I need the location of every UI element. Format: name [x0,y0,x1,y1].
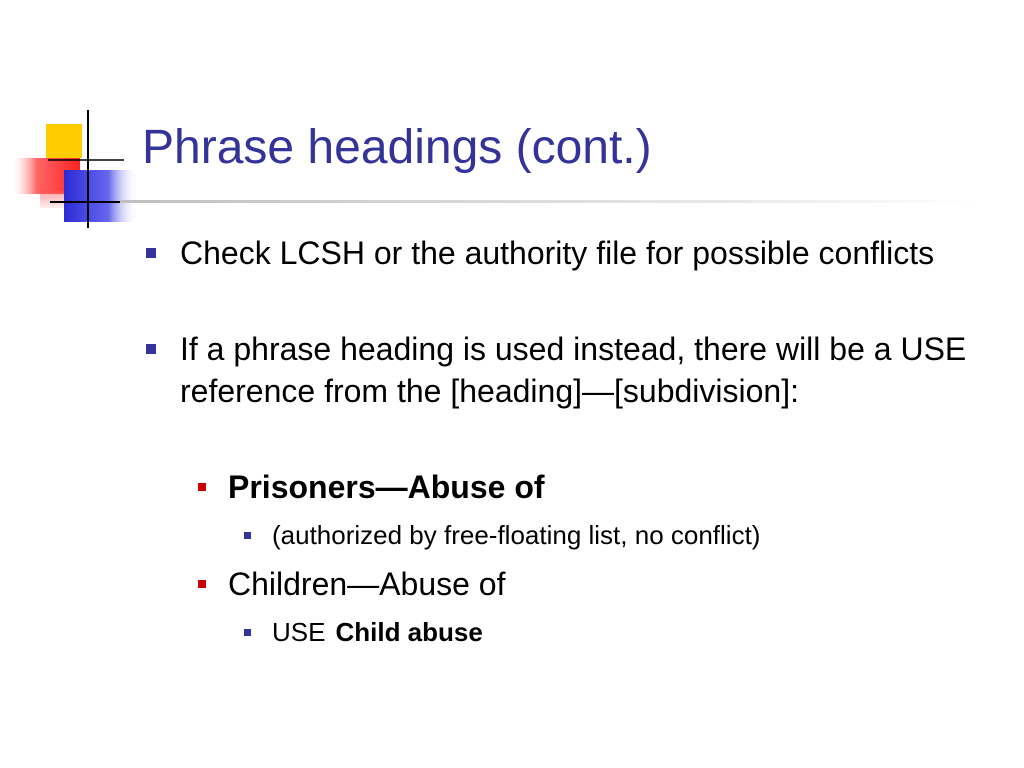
bullet-text: Check LCSH or the authority file for possible conflicts [180,235,935,271]
bullet-item-authorized-note [272,518,972,552]
bullet-text: Prisoners—Abuse of [228,469,545,505]
use-label: USE [272,617,326,647]
square-bullet-icon [198,580,206,588]
bullet-item-children [228,563,968,605]
square-bullet-icon [198,483,206,491]
bullet-item-use-reference [272,615,972,649]
bullet-text: (authorized by free-floating list, no conflict) [272,520,761,550]
square-bullet-icon [244,629,251,636]
bullet-text: Child abuse [335,617,483,647]
square-bullet-icon [146,248,156,258]
bullet-item-phrase-heading [180,328,990,412]
bullet-item-prisoners [228,466,968,508]
bullet-text: If a phrase heading is used instead, there will be a USE reference from the [heading]—[subdivision]: [180,331,967,409]
bullet-item-check-lcsh [180,232,990,274]
bullet-text: Children—Abuse of [228,566,506,602]
square-bullet-icon [244,532,251,539]
square-bullet-icon [146,344,156,354]
slide-title: Phrase headings (cont.) [142,121,652,174]
